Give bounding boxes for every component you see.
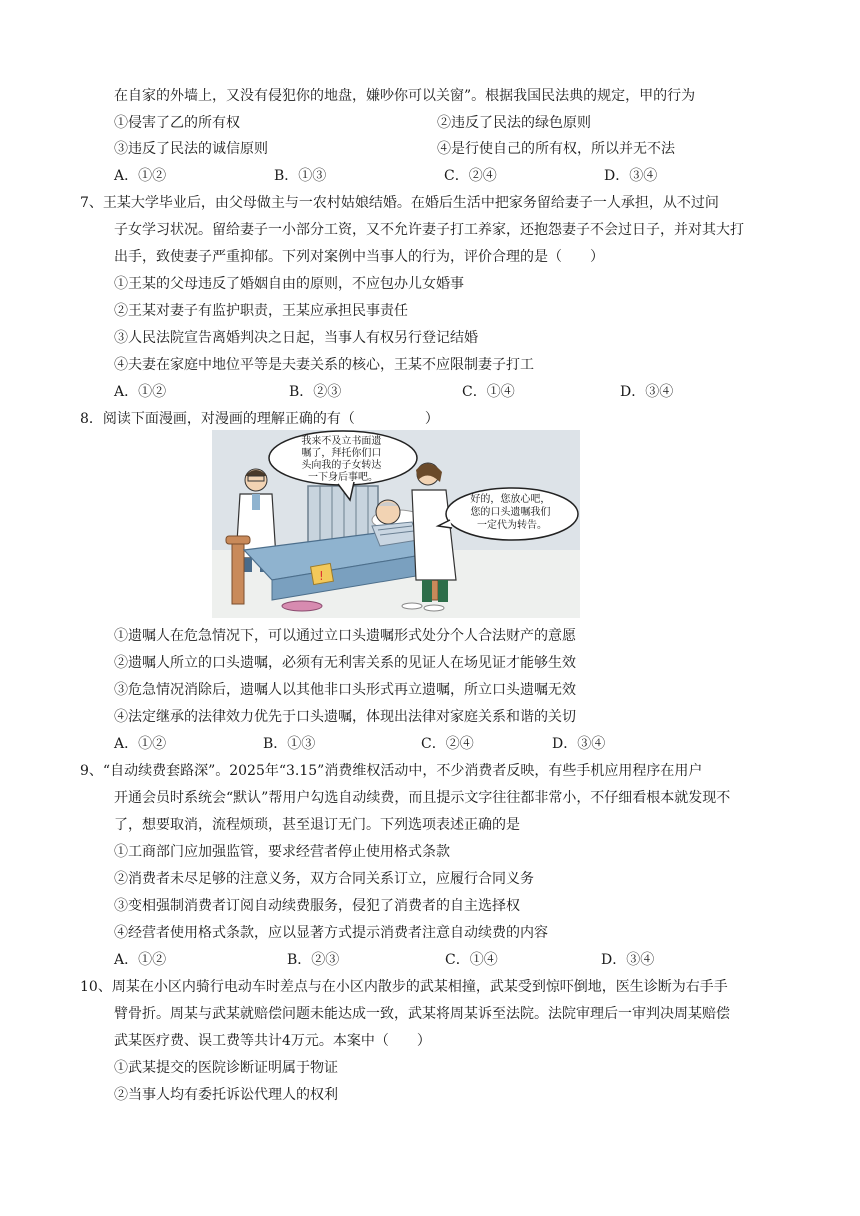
q6-item-1: ①侵害了乙的所有权: [114, 115, 240, 131]
q9-option-d[interactable]: D．③④: [601, 952, 655, 968]
q6-item-2: ②违反了民法的绿色原则: [437, 115, 591, 131]
q9-stem-line-1: 9、“自动续费套路深”。2025年“3.15”消费维权活动中，不少消费者反映，有些手机应用程序在用户: [80, 763, 703, 779]
bubble-left-line-2: 嘱了，拜托你们口: [301, 448, 382, 459]
q8-item-4: ④法定继承的法律效力优先于口头遗嘱，体现出法律对家庭关系和谐的关切: [114, 709, 576, 725]
q6-stem-line: 在自家的外墙上，又没有侵犯你的地盘，嫌吵你可以关窗”。根据我国民法典的规定，甲的行为: [114, 88, 696, 104]
q6-item-3: ③违反了民法的诚信原则: [114, 141, 268, 157]
svg-text:好的，您放心吧， 您的口头遗嘱我们: [470, 492, 553, 531]
q6-option-d[interactable]: D．③④: [604, 168, 658, 184]
q10-stem-line-1: 10、周某在小区内骑行电动车时差点与在小区内散步的武某相撞，武某受到惊吓倒地，医生诊断为右手手: [80, 979, 728, 995]
q7-option-a[interactable]: A．①②: [114, 384, 167, 400]
q9-item-4: ④经营者使用格式条款，应以显著方式提示消费者注意自动续费的内容: [114, 925, 548, 941]
q7-stem-line-3: 出手，致使妻子严重抑郁。下列对案例中当事人的行为，评价合理的是（ ）: [114, 249, 604, 265]
q8-item-1: ①遗嘱人在危急情况下，可以通过立口头遗嘱形式处分个人合法财产的意愿: [114, 628, 576, 644]
q9-option-c[interactable]: C．①④: [445, 952, 498, 968]
q10-stem-line-3: 武某医疗费、误工费等共计4万元。本案中（ ）: [114, 1033, 431, 1049]
q7-option-c[interactable]: C．①④: [462, 384, 515, 400]
q9-stem-line-3: 了，想要取消，流程烦琐，甚至退订无门。下列选项表述正确的是: [114, 817, 520, 833]
q7-item-2: ②王某对妻子有监护职责，王某应承担民事责任: [114, 303, 408, 319]
q9-option-a[interactable]: A．①②: [114, 952, 167, 968]
q9-item-3: ③变相强制消费者订阅自动续费服务，侵犯了消费者的自主选择权: [114, 898, 520, 914]
q8-option-c[interactable]: C．②④: [421, 736, 474, 752]
q10-stem-line-2: 臂骨折。周某与武某就赔偿问题未能达成一致，武某将周某诉至法院。法院审理后一审判决周某赔偿: [114, 1006, 730, 1022]
svg-text:!: !: [319, 569, 324, 583]
q8-option-b[interactable]: B．①③: [263, 736, 316, 752]
cartoon-illustration: [212, 430, 580, 618]
q7-option-d[interactable]: D．③④: [620, 384, 674, 400]
bubble-left-line-3: 头向我的子女转达: [301, 460, 382, 471]
q9-option-b[interactable]: B．②③: [287, 952, 340, 968]
q6-option-b[interactable]: B．①③: [274, 168, 327, 184]
q10-item-1: ①武某提交的医院诊断证明属于物证: [114, 1060, 338, 1076]
q9-item-2: ②消费者未尽足够的注意义务，双方合同关系订立，应履行合同义务: [114, 871, 534, 887]
q7-item-1: ①王某的父母违反了婚姻自由的原则，不应包办儿女婚事: [114, 276, 464, 292]
q8-item-3: ③危急情况消除后，遗嘱人以其他非口头形式再立遗嘱，所立口头遗嘱无效: [114, 682, 576, 698]
bubble-right-line-3: 一定代为转告。: [477, 520, 547, 531]
q6-option-a[interactable]: A．①②: [114, 168, 167, 184]
q7-stem-line-1: 7、王某大学毕业后，由父母做主与一农村姑娘结婚。在婚后生活中把家务留给妻子一人承担，从不过问: [80, 195, 719, 211]
q9-stem-line-2: 开通会员时系统会“默认”帮用户勾选自动续费，而且提示文字往往都非常小，不仔细看根本就发现不: [114, 790, 731, 806]
q8-option-a[interactable]: A．①②: [114, 736, 167, 752]
q8-stem: 8．阅读下面漫画，对漫画的理解正确的有（ ）: [80, 411, 439, 427]
q6-option-c[interactable]: C．②④: [444, 168, 497, 184]
bubble-left-line-1: 我来不及立书面遗: [301, 436, 382, 447]
svg-text:我来不及立书面遗 嘱了，拜托你们口: [301, 434, 384, 483]
bubble-right-line-1: 好的，您放心吧，: [470, 494, 551, 505]
q7-stem-line-2: 子女学习状况。留给妻子一小部分工资，又不允许妻子打工养家，还抱怨妻子不会过日子，并对其大打: [114, 222, 744, 238]
q7-option-b[interactable]: B．②③: [289, 384, 342, 400]
bubble-left-line-4: 一下身后事吧。: [308, 472, 378, 483]
q9-item-1: ①工商部门应加强监管，要求经营者停止使用格式条款: [114, 844, 450, 860]
q7-item-3: ③人民法院宣告离婚判决之日起，当事人有权另行登记结婚: [114, 330, 478, 346]
q8-item-2: ②遗嘱人所立的口头遗嘱，必须有无利害关系的见证人在场见证才能够生效: [114, 655, 576, 671]
bubble-right-line-2: 您的口头遗嘱我们: [470, 507, 551, 518]
q10-item-2: ②当事人均有委托诉讼代理人的权利: [114, 1087, 338, 1103]
q8-option-d[interactable]: D．③④: [552, 736, 606, 752]
q6-item-4: ④是行使自己的所有权，所以并无不法: [437, 141, 675, 157]
q7-item-4: ④夫妻在家庭中地位平等是夫妻关系的核心，王某不应限制妻子打工: [114, 357, 534, 373]
